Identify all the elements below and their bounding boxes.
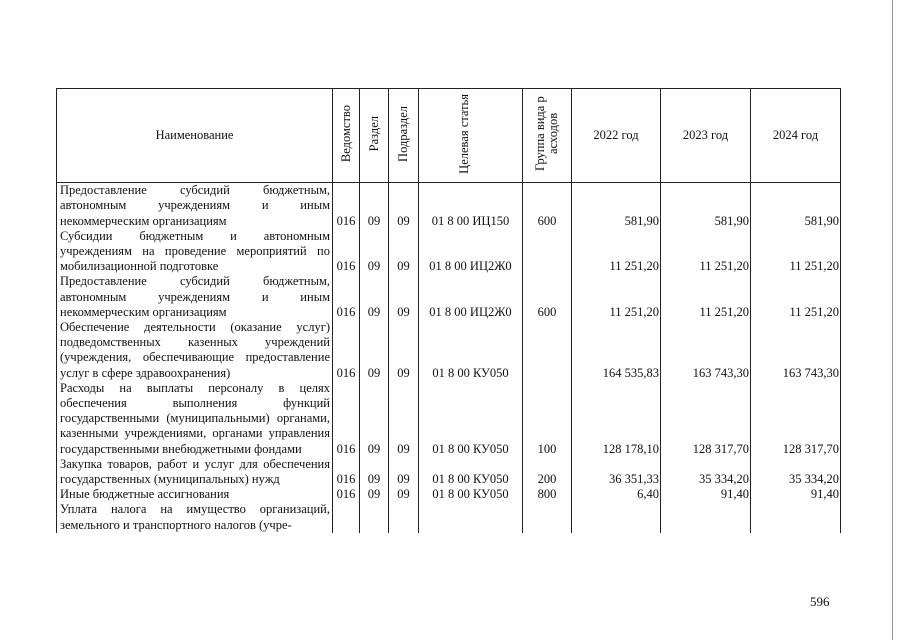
row-gruppa: 600 [523,183,572,229]
row-name: Субсидии бюджетным и автономным учреждениям на проведение мероприятий по мобилизационной подготовке [57,229,333,275]
table-row [57,381,841,457]
row-2023: 91,40 [661,487,751,502]
row-name: Уплата налога на имущество организаций, земельного и транспортного налогов (учре- [57,502,333,532]
header-row [57,89,841,183]
row-2024: 11 251,20 [751,274,841,320]
row-2024: 11 251,20 [751,229,841,275]
row-vedomstvo: 016 [333,320,360,381]
row-gruppa: 200 [523,457,572,487]
row-celevaya [419,502,523,532]
row-2022: 164 535,83 [572,320,661,381]
row-podrazdel: 09 [389,381,419,457]
row-2023: 581,90 [661,183,751,229]
row-razdel: 09 [360,274,389,320]
row-celevaya: 01 8 00 КУ050 [419,457,523,487]
row-2022: 6,40 [572,487,661,502]
row-razdel [360,502,389,532]
row-razdel: 09 [360,229,389,275]
col-header-name: Наименование [57,89,333,183]
row-razdel: 09 [360,381,389,457]
row-podrazdel: 09 [389,274,419,320]
col-header-2022: 2022 год [572,89,661,183]
row-podrazdel: 09 [389,457,419,487]
row-2024 [751,502,841,532]
row-gruppa: 600 [523,274,572,320]
row-gruppa [523,320,572,381]
row-2022: 11 251,20 [572,274,661,320]
table-row [57,183,841,229]
col-header-2024: 2024 год [751,89,841,183]
row-celevaya: 01 8 00 КУ050 [419,381,523,457]
row-name: Иные бюджетные ассигнования [57,487,333,502]
table-row [57,457,841,487]
row-gruppa: 800 [523,487,572,502]
row-celevaya: 01 8 00 ИЦ2Ж0 [419,229,523,275]
row-2022: 581,90 [572,183,661,229]
row-2024: 163 743,30 [751,320,841,381]
col-header-gruppa: Группа вида р асходов [523,89,572,183]
row-vedomstvo: 016 [333,381,360,457]
row-celevaya: 01 8 00 ИЦ2Ж0 [419,274,523,320]
row-name: Расходы на выплаты персоналу в целях обеспечения выполнения функций государственными (муниципальными) органами, казенными учреждениями, органами управления государственными внебюджетными фондами [57,381,333,457]
row-2024: 91,40 [751,487,841,502]
row-razdel: 09 [360,457,389,487]
row-vedomstvo: 016 [333,487,360,502]
row-vedomstvo: 016 [333,274,360,320]
row-podrazdel: 09 [389,487,419,502]
row-2024: 581,90 [751,183,841,229]
row-celevaya: 01 8 00 КУ050 [419,320,523,381]
row-2024: 128 317,70 [751,381,841,457]
row-vedomstvo: 016 [333,457,360,487]
budget-table [56,88,841,533]
row-2023 [661,502,751,532]
row-vedomstvo [333,502,360,532]
row-2023: 35 334,20 [661,457,751,487]
row-name: Предоставление субсидий бюджетным, автономным учреждениям и иным некоммерческим организациям [57,274,333,320]
row-celevaya: 01 8 00 КУ050 [419,487,523,502]
col-header-2023: 2023 год [661,89,751,183]
row-2023: 11 251,20 [661,229,751,275]
row-name: Предоставление субсидий бюджетным, автономным учреждениям и иным некоммерческим организациям [57,183,333,229]
table-row [57,274,841,320]
col-header-podrazdel: Подраздел [389,89,419,183]
row-2022: 11 251,20 [572,229,661,275]
row-vedomstvo: 016 [333,183,360,229]
table-row [57,502,841,532]
row-vedomstvo: 016 [333,229,360,275]
row-razdel: 09 [360,183,389,229]
table-row [57,487,841,502]
row-gruppa [523,229,572,275]
row-podrazdel: 09 [389,229,419,275]
row-razdel: 09 [360,487,389,502]
row-2023: 11 251,20 [661,274,751,320]
row-2022: 36 351,33 [572,457,661,487]
row-name: Обеспечение деятельности (оказание услуг) подведомственных казенных учреждений (учреждения, обеспечивающие предоставление услуг в сфере здравоохранения) [57,320,333,381]
row-2023: 163 743,30 [661,320,751,381]
table-row [57,229,841,275]
row-2024: 35 334,20 [751,457,841,487]
row-name: Закупка товаров, работ и услуг для обеспечения государственных (муниципальных) нужд [57,457,333,487]
row-podrazdel: 09 [389,183,419,229]
row-2022 [572,502,661,532]
row-podrazdel: 09 [389,320,419,381]
row-podrazdel [389,502,419,532]
row-gruppa [523,502,572,532]
row-gruppa: 100 [523,381,572,457]
page-number: 596 [810,594,830,609]
row-2022: 128 178,10 [572,381,661,457]
table-row [57,320,841,381]
col-header-razdel: Раздел [360,89,389,183]
page-edge-line [892,0,893,640]
col-header-vedomstvo: Ведомство [333,89,360,183]
row-razdel: 09 [360,320,389,381]
row-2023: 128 317,70 [661,381,751,457]
col-header-celevaya: Целевая статья [419,89,523,183]
row-celevaya: 01 8 00 ИЦ150 [419,183,523,229]
